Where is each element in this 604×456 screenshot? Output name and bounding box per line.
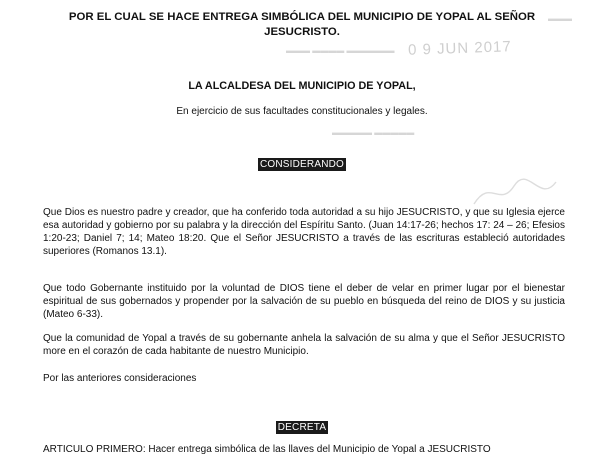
decreta-label: DECRETA (277, 422, 327, 433)
article-1: ARTICULO PRIMERO: Hacer entrega simbólica de las llaves del Municipio de Yopal a JESUCRISTO (43, 444, 491, 455)
paragraph-2: Que todo Gobernante instituido por la voluntad de DIOS tiene el deber de velar en primer lugar por el bienestar espiritual de sus gobernados y propender por la salvación de su pueblo en búsqueda del reino de DIOS y su justicia (Mateo 6-33). (43, 283, 565, 320)
paragraph-1: Que Dios es nuestro padre y creador, que ha conferido toda autoridad a su hijo JESUCRISTO, y que su Iglesia ejerce esa autoridad y gobierno por su palabra y la dirección del Espíritu Santo. (Juan 14:17-26; hechos 17: 24 – 26; Efesios 1:20-23; Daniel 7; 14; Mateo 18:20. Que el Señor JESUCRISTO a través de las escrituras estableció autoridades superiores (Romanos 13.1). (43, 207, 565, 257)
considerando-label: CONSIDERANDO (259, 159, 345, 170)
powers-statement: En ejercicio de sus facultades constitucionales y legales. (176, 106, 428, 117)
bleed-through-text: ▬▬▬▬▬ ▬▬▬▬▬ (332, 128, 415, 137)
received-stamp: 0 9 JUN 2017 (407, 38, 512, 59)
decreta-section (0, 417, 604, 435)
paragraph-3: Que la comunidad de Yopal a través de su gobernante anhela la salvación de su alma y que el Señor JESUCRISTO more en el corazón de cada habitante de nuestro Municipio. (43, 333, 565, 357)
bleed-through-text: ▬▬▬ (548, 14, 572, 23)
issuer-heading: LA ALCALDESA DEL MUNICIPIO DE YOPAL, (188, 80, 416, 92)
paragraph-4: Por las anteriores consideraciones (43, 373, 197, 384)
document-title: POR EL CUAL SE HACE ENTREGA SIMBÓLICA DEL MUNICIPIO DE YOPAL AL SEÑOR JESUCRISTO. (68, 11, 536, 38)
considerando-section (0, 154, 604, 172)
bleed-through-text: ▬▬▬ ▬▬▬▬ ▬▬▬▬▬▬ (286, 46, 395, 55)
